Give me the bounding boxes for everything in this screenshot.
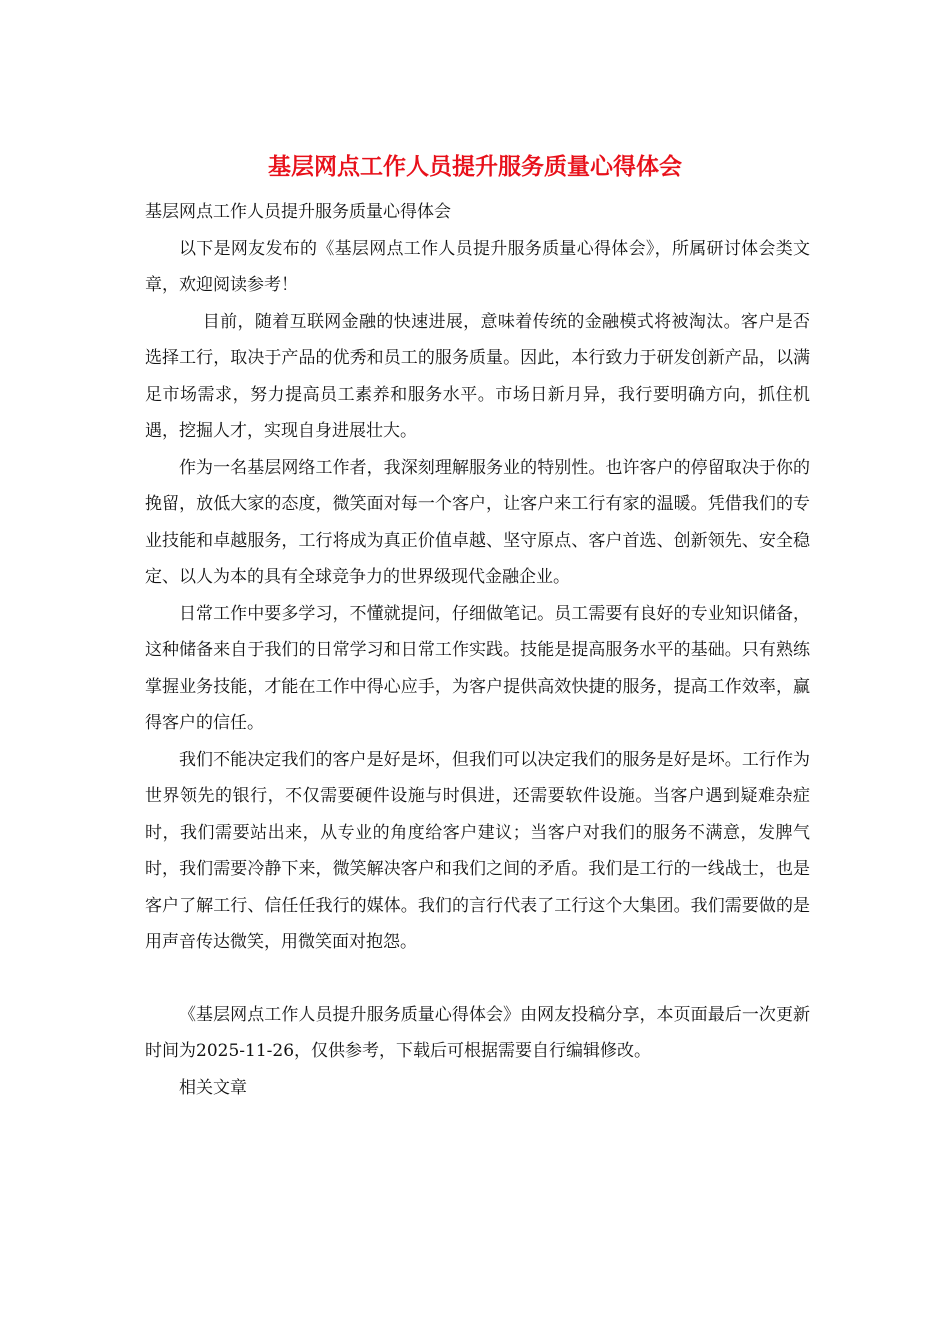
paragraph-gap	[145, 961, 810, 997]
document-title: 基层网点工作人员提升服务质量心得体会	[268, 153, 682, 180]
document-body	[145, 194, 810, 1106]
body-paragraph-2: 作为一名基层网络工作者，我深刻理解服务业的特别性。也许客户的停留取决于你的挽留，放低大家的态度，微笑面对每一个客户，让客户来工行有家的温暖。凭借我们的专业技能和卓越服务，工行将成为真正价值卓越、坚守原点、客户首选、创新领先、安全稳定、以人为本的具有全球竞争力的世界级现代金融企业。	[145, 457, 810, 587]
intro-paragraph: 以下是网友发布的《基层网点工作人员提升服务质量心得体会》，所属研讨体会类文章，欢迎阅读参考！	[145, 238, 810, 295]
footer-note: 《基层网点工作人员提升服务质量心得体会》由网友投稿分享，本页面最后一次更新时间为2025-11-26，仅供参考，下载后可根据需要自行编辑修改。	[145, 1004, 810, 1061]
related-articles-link[interactable]: 相关文章	[179, 1077, 247, 1098]
document-subtitle: 基层网点工作人员提升服务质量心得体会	[145, 202, 451, 222]
body-paragraph-4: 我们不能决定我们的客户是好是坏，但我们可以决定我们的服务是好是坏。工行作为世界领先的银行，不仅需要硬件设施与时俱进，还需要软件设施。当客户遇到疑难杂症时，我们需要站出来，从专业的角度给客户建议；当客户对我们的服务不满意，发脾气时，我们需要冷静下来，微笑解决客户和我们之间的矛盾。我们是工行的一线战士，也是客户了解工行、信任任我行的媒体。我们的言行代表了工行这个大集团。我们需要做的是用声音传达微笑，用微笑面对抱怨。	[145, 749, 810, 952]
body-paragraph-1: 目前，随着互联网金融的快速进展，意味着传统的金融模式将被淘汰。客户是否选择工行，取决于产品的优秀和员工的服务质量。因此，本行致力于研发创新产品，以满足市场需求，努力提高员工素养和服务水平。市场日新月异，我行要明确方向，抓住机遇，挖掘人才，实现自身进展壮大。	[145, 311, 810, 441]
body-paragraph-3: 日常工作中要多学习，不懂就提问，仔细做笔记。员工需要有良好的专业知识储备，这种储备来自于我们的日常学习和日常工作实践。技能是提高服务水平的基础。只有熟练掌握业务技能，才能在工作中得心应手，为客户提供高效快捷的服务，提高工作效率，赢得客户的信任。	[145, 603, 810, 733]
